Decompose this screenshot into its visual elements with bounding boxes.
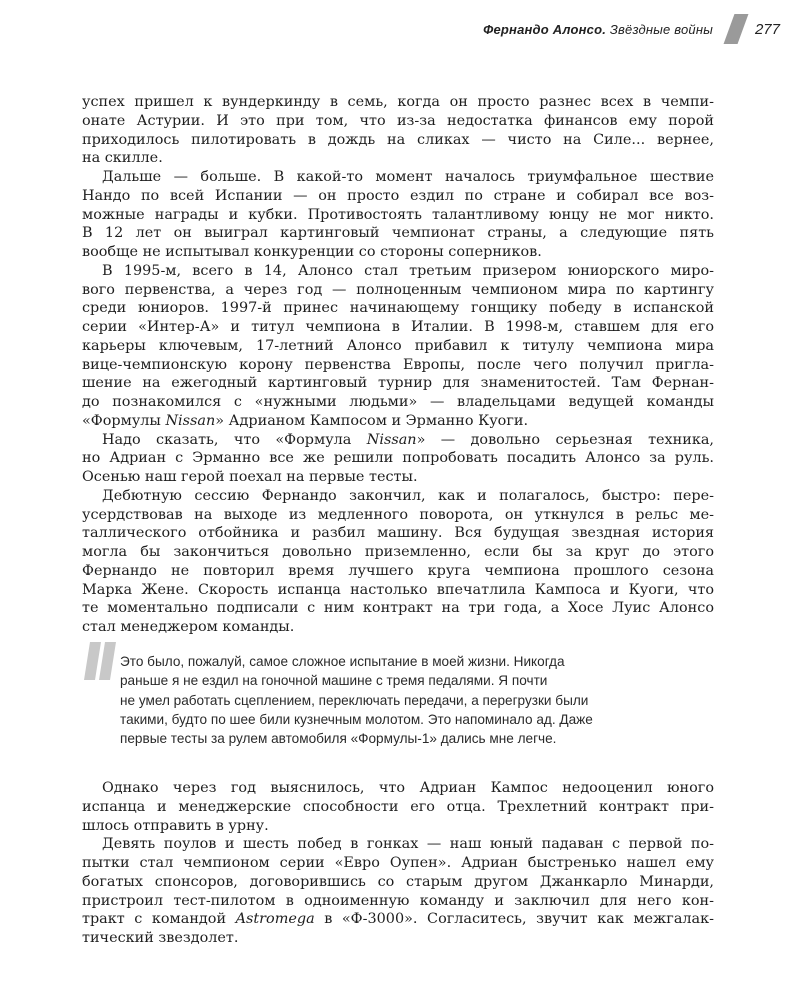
text-line bbox=[82, 779, 714, 798]
paragraph bbox=[82, 487, 714, 637]
italic-text: Nissan bbox=[366, 431, 417, 448]
text-run: пытки стал чемпионом серии «Евро Оупен». Адриан быстренько нашел ему bbox=[82, 855, 714, 871]
quote-text bbox=[120, 652, 714, 748]
text-line bbox=[82, 112, 714, 131]
paragraph bbox=[82, 779, 714, 835]
page-number: 277 bbox=[754, 20, 780, 38]
text-line bbox=[82, 281, 714, 300]
text-run: серии «Интер-А» и титул чемпиона в Италии. В 1998-м, ставшем для его bbox=[82, 319, 714, 335]
text-line bbox=[82, 262, 714, 281]
text-run: испанца и менеджерские способности его отца. Трехлетний контракт при- bbox=[82, 798, 714, 815]
text-line bbox=[82, 892, 714, 911]
quote-line: не умел работать сцеплением, переключать передачи, а перегрузки были bbox=[120, 692, 589, 708]
running-head-title bbox=[483, 22, 713, 37]
text-line bbox=[82, 506, 714, 525]
text-run: усердствовав на выходе из медленного поворота, он уткнулся в рельс ме- bbox=[82, 506, 714, 523]
quote-mark-icon bbox=[84, 640, 118, 682]
paragraph bbox=[82, 93, 714, 168]
text-run: Девять поулов и шесть побед в гонках — наш юный падаван с первой по- bbox=[102, 836, 714, 853]
text-run: таллического отбойника и разбил машину. Вся будущая звездная история bbox=[82, 525, 714, 542]
text-line bbox=[82, 618, 714, 637]
paragraph bbox=[82, 431, 714, 487]
text-line bbox=[82, 873, 714, 892]
body-text-bottom bbox=[82, 779, 714, 948]
text-run: Нандо по всей Испании — он просто ездил по стране и собирал все воз- bbox=[82, 187, 714, 204]
text-run: шение на ежегодный картинговый турнир для знаменитостей. Там Фернан- bbox=[82, 375, 714, 392]
text-run: в «Ф-3000». Согласитесь, звучит как межгалак- bbox=[314, 911, 714, 928]
pull-quote bbox=[82, 640, 714, 755]
paragraph bbox=[82, 262, 714, 431]
text-run: Надо сказать, что «Формула bbox=[102, 431, 367, 448]
text-line bbox=[82, 131, 714, 150]
text-line bbox=[82, 374, 714, 393]
italic-text: Astromega bbox=[235, 911, 315, 928]
text-line bbox=[82, 543, 714, 562]
text-run: » — довольно серьезная техника, bbox=[416, 431, 714, 448]
text-line bbox=[82, 581, 714, 600]
running-head bbox=[483, 14, 782, 44]
text-line bbox=[82, 318, 714, 337]
text-line bbox=[82, 817, 714, 836]
text-run: тический звездолет. bbox=[82, 930, 239, 946]
text-line bbox=[82, 487, 714, 506]
text-run: тракт с командой bbox=[82, 911, 236, 928]
text-run: » Адрианом Кампосом и Эрманно Куоги. bbox=[215, 412, 529, 429]
text-run: но Адриан с Эрманно все же решили попробовать посадить Алонсо за руль. bbox=[82, 450, 714, 467]
text-line bbox=[82, 524, 714, 543]
text-line bbox=[82, 149, 714, 168]
text-run: стал менеджером команды. bbox=[82, 619, 295, 635]
text-run: карьеры ключевым, 17-летний Алонсо прибавил к титулу чемпиона мира bbox=[82, 337, 714, 354]
text-run: на скилле. bbox=[82, 150, 163, 167]
text-run: до познакомился с «нужными людьми» — владельцами ведущей команды bbox=[82, 394, 714, 410]
text-line bbox=[82, 187, 714, 206]
text-line bbox=[82, 412, 714, 431]
text-run: Фернандо не повторил время лучшего круга чемпиона прошлого сезона bbox=[82, 562, 714, 579]
text-run: Дебютную сессию Фернандо закончил, как и полагалось, быстро: пере- bbox=[102, 487, 714, 504]
text-run: можные награды и кубки. Противостоять талантливому юнцу не мог никто. bbox=[82, 206, 714, 223]
text-run: те моментально подписали с ним контракт на три года, а Хосе Луис Алонсо bbox=[82, 600, 714, 617]
quote-line: первые тесты за рулем автомобиля «Формулы-1» дались мне легче. bbox=[120, 731, 557, 747]
text-line bbox=[82, 93, 714, 112]
text-run: шлось отправить в урну. bbox=[82, 817, 269, 834]
text-run: Дальше — больше. В какой-то момент началось триумфальное шествие bbox=[102, 169, 714, 185]
text-line bbox=[82, 356, 714, 375]
paragraph bbox=[82, 835, 714, 948]
text-run: «Формулы bbox=[82, 412, 166, 429]
text-line bbox=[82, 206, 714, 225]
body-text-top bbox=[82, 93, 714, 637]
text-run: В 12 лет он выиграл картинговый чемпионат страны, а следующие пять bbox=[82, 225, 714, 242]
decorative-slash bbox=[724, 14, 749, 44]
text-line bbox=[82, 468, 714, 487]
text-run: вого первенства, а через год — полноценным чемпионом мира по картингу bbox=[82, 281, 714, 298]
text-line bbox=[82, 798, 714, 817]
text-line bbox=[82, 168, 714, 187]
text-line bbox=[82, 835, 714, 854]
text-line bbox=[82, 224, 714, 243]
text-run: богатых спонсоров, договорившись со старым другом Джанкарло Минарди, bbox=[82, 873, 714, 890]
running-head-author: Фернандо Алонсо. bbox=[483, 21, 607, 37]
text-run: успех пришел к вундеркинду в семь, когда он просто разнес всех в чемпи- bbox=[82, 94, 714, 110]
quote-line: такими, будто по шее били кузнечным молотом. Это напоминало ад. Даже bbox=[120, 711, 593, 727]
text-run: вообще не испытывал конкуренции со стороны соперников. bbox=[82, 244, 542, 260]
text-run: онате Астурии. И это при том, что из-за недостатка финансов ему порой bbox=[82, 112, 714, 129]
text-run: пристроил тест-пилотом в одноименную команду и заключил для него кон- bbox=[82, 892, 714, 909]
text-line bbox=[82, 929, 714, 948]
text-line bbox=[82, 243, 714, 262]
text-line bbox=[82, 910, 714, 929]
text-run: Марка Жене. Скорость испанца настолько впечатлила Кампоса и Куоги, что bbox=[82, 581, 714, 598]
text-run: Осенью наш герой поехал на первые тесты. bbox=[82, 469, 418, 485]
text-run: среди юниоров. 1997-й принес начинающему гонщику победу в испанской bbox=[82, 300, 714, 317]
text-run: вице-чемпионскую корону первенства Европы, после чего получил пригла- bbox=[82, 356, 714, 373]
text-line bbox=[82, 299, 714, 318]
text-line bbox=[82, 599, 714, 618]
text-run: Однако через год выяснилось, что Адриан Кампос недооценил юного bbox=[102, 780, 714, 796]
text-line bbox=[82, 562, 714, 581]
running-head-chapter: Звёздные войны bbox=[609, 21, 713, 37]
text-line bbox=[82, 854, 714, 873]
quote-line: раньше я не ездил на гоночной машине с тремя педалями. Я почти bbox=[120, 673, 548, 689]
text-run: приходилось пилотировать в дождь на сликах — чисто на Силе... вернее, bbox=[82, 131, 714, 148]
text-line bbox=[82, 431, 714, 450]
italic-text: Nissan bbox=[165, 412, 216, 429]
text-run: могла бы закончиться довольно приземленно, если бы за круг до этого bbox=[82, 544, 714, 560]
paragraph bbox=[82, 168, 714, 262]
text-line bbox=[82, 393, 714, 412]
text-line bbox=[82, 449, 714, 468]
text-run: В 1995-м, всего в 14, Алонсо стал третьим призером юниорского миро- bbox=[102, 262, 714, 279]
text-line bbox=[82, 337, 714, 356]
quote-line: Это было, пожалуй, самое сложное испытание в моей жизни. Никогда bbox=[120, 654, 565, 669]
